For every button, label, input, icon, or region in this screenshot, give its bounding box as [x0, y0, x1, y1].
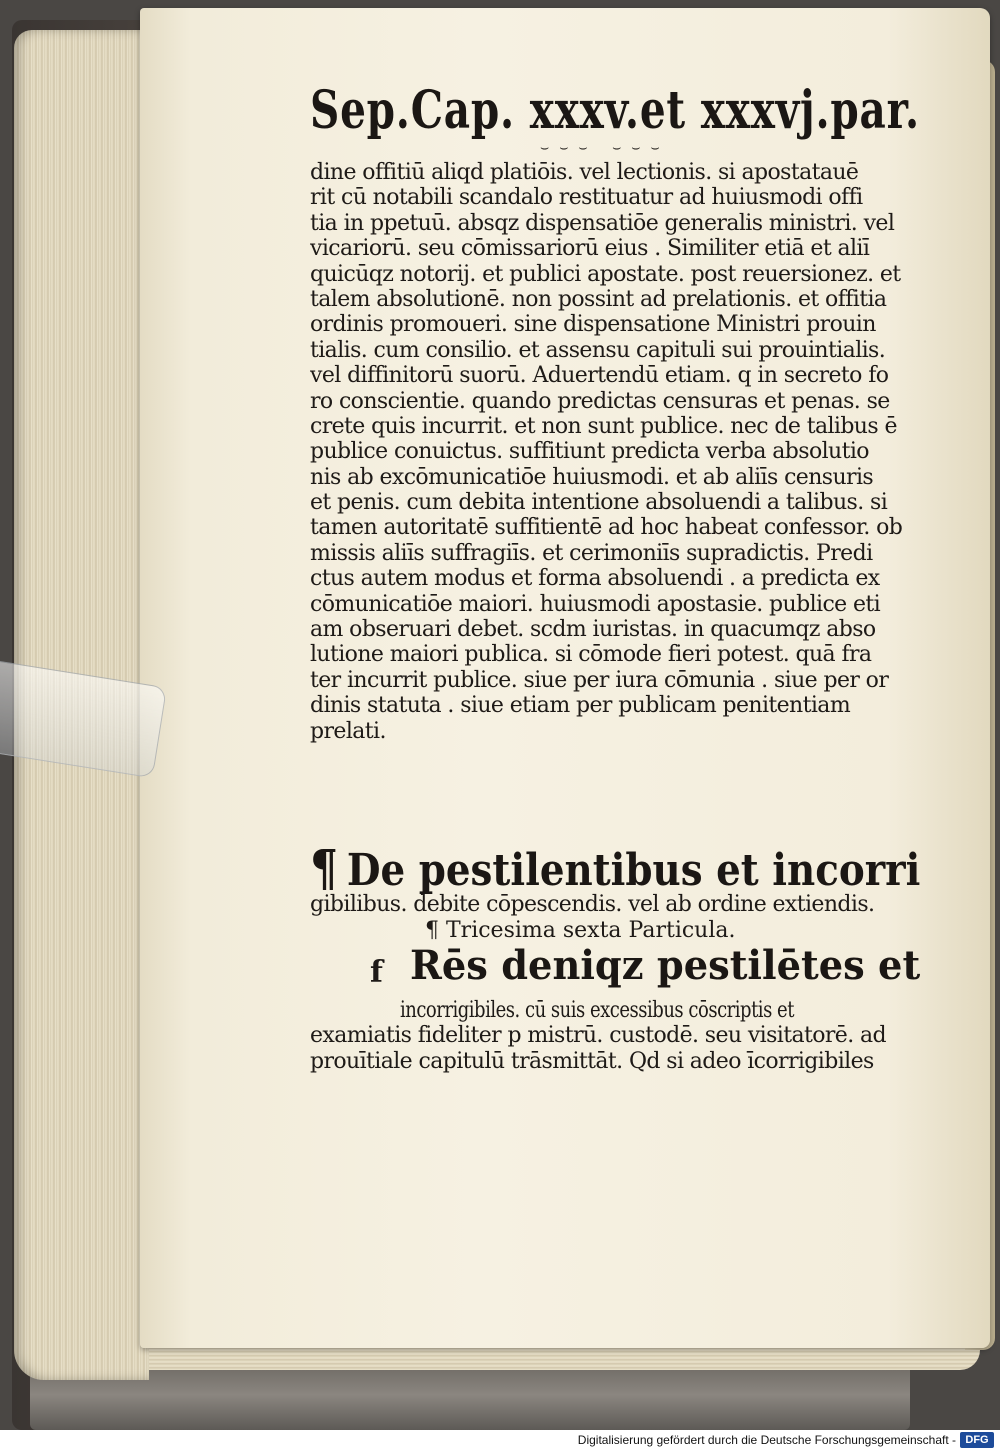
text-line: tamen autoritatē suffitientē ad hoc habeat confessor. ob	[310, 515, 903, 541]
final-text	[310, 998, 915, 1074]
guide-letter: f	[370, 955, 383, 990]
section-title-text: De pestilentibus et incorri	[346, 845, 921, 896]
footer-bar	[0, 1430, 1000, 1451]
text-line: quicūqz notorij. et publici apostate. post reuersionez. et	[310, 261, 901, 287]
text-line: lutione maiori publica. si cōmode fieri potest. quā fra	[310, 642, 872, 668]
book-cover-edge	[30, 1360, 910, 1430]
text-line: publice conuictus. suffitiunt predicta verba absolutio	[310, 439, 869, 465]
text-line: missis aliīs suffragiīs. et cerimoniīs supradictis. Predi	[310, 540, 873, 566]
text-line: dinis statuta . siue etiam per publicam penitentiam	[310, 693, 851, 719]
heading-ornament-icon: ⌣⌣⌣ ⌣⌣⌣	[540, 140, 670, 156]
text-line: nis ab excōmunicatiōe huiusmodi. et ab aliīs censuris	[310, 464, 874, 490]
section-subtitle	[425, 918, 825, 944]
section-subtitle-text: Tricesima sexta Particula.	[446, 918, 736, 943]
text-line: prouītiale capitulū trāsmittāt. Qd si adeo īcorrigibiles	[310, 1048, 874, 1074]
text-line: dine offitiū aliqd platiōis. vel lectionis. si apostatauē	[310, 160, 859, 185]
text-line: ctus autem modus et forma absoluendi . a predicta ex	[310, 566, 880, 592]
text-line: cōmunicatiōe maiori. huiusmodi apostasie. publice eti	[310, 591, 881, 617]
text-line: ordinis promoueri. sine dispensatione Ministri prouin	[310, 312, 876, 338]
text-line: prelati.	[310, 718, 386, 744]
pilcrow-icon: ¶	[425, 918, 446, 943]
text-line: am obseruari debet. scdm iuristas. in quacumqz abso	[310, 617, 876, 643]
text-line: vicariorū. seu cōmissariorū eius . Similiter etiā et aliī	[310, 236, 870, 262]
dfg-logo: DFG	[960, 1432, 994, 1448]
text-line: ro conscientie. quando predictas censuras et penas. se	[310, 388, 890, 414]
text-line: incorrigibiles. cū suis excessibus cōscriptis et	[399, 998, 794, 1023]
text-line: crete quis incurrit. et non sunt publice. nec de talibus ē	[310, 413, 897, 439]
text-line: rit cū notabili scandalo restituatur ad huiusmodi offi	[310, 185, 863, 211]
text-line: talem absolutionē. non possint ad prelationis. et offitia	[310, 286, 887, 312]
pilcrow-icon: ¶	[310, 838, 339, 897]
text-line: tialis. cum consilio. et assensu capituli sui prouintialis.	[310, 337, 886, 363]
text-line: vel diffinitorū suorū. Aduertendū etiam. q in secreto fo	[310, 363, 889, 389]
section-title	[310, 838, 921, 898]
text-line: examiatis fideliter p mistrū. custodē. seu visitatorē. ad	[310, 1023, 886, 1049]
initial-line: Rēs deniqz pestilētes et	[410, 942, 921, 989]
text-line: et penis. cum debita intentione absoluendi a talibus. si	[310, 490, 888, 516]
footer-credit: Digitalisierung gefördert durch die Deutsche Forschungsgemeinschaft -	[577, 1433, 956, 1447]
text-line: tia in ppetuū. absqz dispensatiōe generalis ministri. vel	[310, 210, 895, 236]
page-heading: Sep.Cap. xxxv.et xxxvj.par.	[310, 80, 920, 141]
body-text	[310, 160, 915, 744]
section-title-continuation: gibilibus. debite cōpescendis. vel ab ordine extiendis.	[310, 892, 875, 917]
text-line: ter incurrit publice. siue per iura cōmunia . siue per or	[310, 667, 889, 693]
